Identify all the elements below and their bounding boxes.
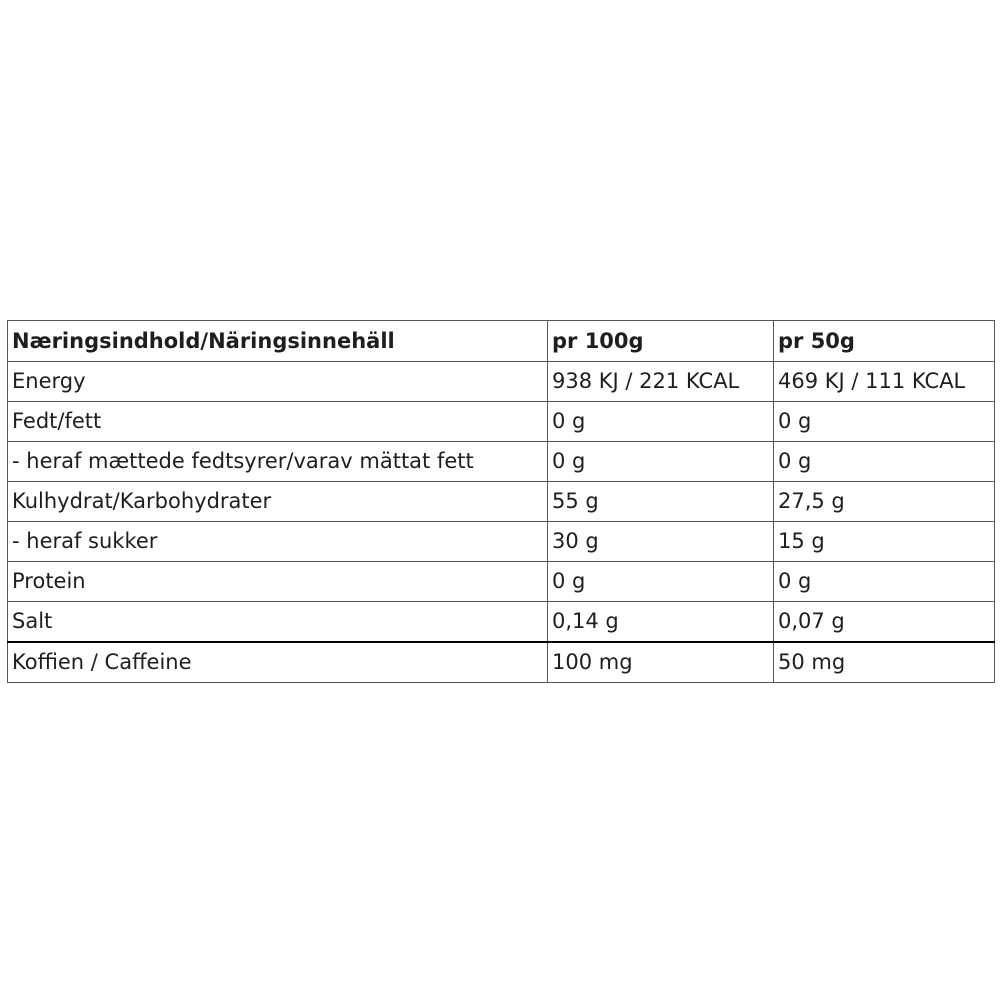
row-per-100g: 100 mg: [548, 642, 774, 683]
row-per-50g: 0 g: [774, 402, 995, 442]
table-row-carbohydrates: [8, 482, 995, 522]
row-label: Energy: [8, 362, 548, 402]
row-per-50g: 0,07 g: [774, 602, 995, 643]
row-per-100g: 0 g: [548, 402, 774, 442]
row-label: Protein: [8, 562, 548, 602]
row-per-100g: 0 g: [548, 562, 774, 602]
header-per-100g: pr 100g: [548, 321, 774, 362]
header-nutrient-label: Næringsindhold/Näringsinnehäll: [8, 321, 548, 362]
row-per-100g: 30 g: [548, 522, 774, 562]
row-label: Kulhydrat/Karbohydrater: [8, 482, 548, 522]
table-row-caffeine: [8, 642, 995, 683]
row-per-50g: 15 g: [774, 522, 995, 562]
row-per-100g: 0 g: [548, 442, 774, 482]
table-row-saturated-fat: [8, 442, 995, 482]
row-per-50g: 0 g: [774, 442, 995, 482]
row-label: - heraf mættede fedtsyrer/varav mättat fett: [8, 442, 548, 482]
row-per-50g: 0 g: [774, 562, 995, 602]
table-row-salt: [8, 602, 995, 643]
row-per-50g: 469 KJ / 111 KCAL: [774, 362, 995, 402]
table-header-row: [8, 321, 995, 362]
nutrition-table: [7, 320, 995, 683]
row-label: Fedt/fett: [8, 402, 548, 442]
row-label: Koffien / Caffeine: [8, 642, 548, 683]
row-label: - heraf sukker: [8, 522, 548, 562]
table-row-fat: [8, 402, 995, 442]
header-per-50g: pr 50g: [774, 321, 995, 362]
row-per-100g: 938 KJ / 221 KCAL: [548, 362, 774, 402]
table-row-energy: [8, 362, 995, 402]
row-per-50g: 50 mg: [774, 642, 995, 683]
table-row-protein: [8, 562, 995, 602]
table-row-sugar: [8, 522, 995, 562]
row-per-100g: 55 g: [548, 482, 774, 522]
row-per-50g: 27,5 g: [774, 482, 995, 522]
row-per-100g: 0,14 g: [548, 602, 774, 643]
row-label: Salt: [8, 602, 548, 643]
